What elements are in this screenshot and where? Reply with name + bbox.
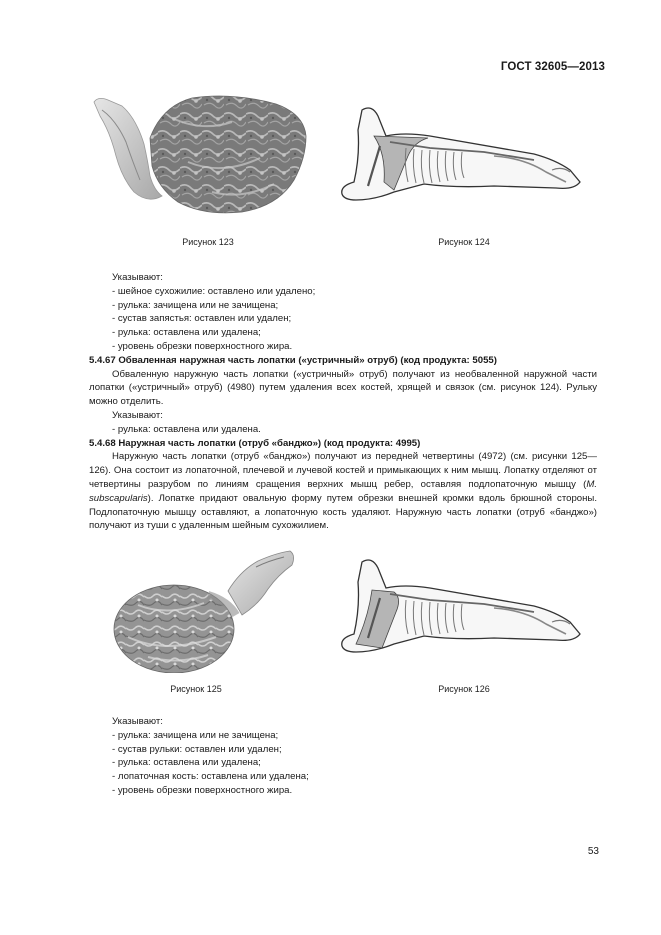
list-item: - рулька: зачищена или не зачищена; [112,729,279,741]
text-block-top [89,271,597,533]
standard-number: ГОСТ 32605—2013 [500,61,605,73]
figure-124-caption: Рисунок 124 [438,237,490,247]
list-item: - шейное сухожилие: оставлено или удалено; [112,285,316,297]
list-item: - уровень обрезки поверхностного жира. [112,340,293,352]
list-item: - лопаточная кость: оставлена или удалена; [112,771,309,783]
indications-label: Указывают: [112,272,163,283]
paragraph-text: ). Лопатке придают овальную форму путем обрезки внешней кромки вдоль брюшной стороны. Подлопаточную мышцу оставляют, а лопаточную кость удаляют. Наружную часть лопатки (отруб «банджо») получают из туши с удаленным шейным сухожилием. [89,492,597,532]
paragraph-text: Наружную часть лопатки (отруб «банджо») получают из передней четвертины (4972) (см. рисунки 125—126). Она состоит из лопаточной, плечевой и лучевой костей и примыкающих к ним мышц. Лопатку отделяют от четвертины разрубом по линиям сращения верхних мышц ребер, оставляя подлопаточную мышцу ( [89,451,597,490]
figure-125-image [108,545,298,673]
figure-124-diagram [334,96,586,208]
figure-125-caption: Рисунок 125 [170,684,222,694]
list-item: - сустав запястья: оставлен или удален; [112,313,292,325]
list-item: - рулька: оставлена или удалена; [112,757,261,769]
list-item: - рулька: зачищена или не зачищена; [112,299,279,311]
list-item: - рулька: оставлена или удалена. [112,423,261,435]
figure-123-image [92,92,322,217]
list-item: - уровень обрезки поверхностного жира. [112,784,293,796]
indications-label: Указывают: [112,716,163,727]
section-heading-5-4-67: 5.4.67 Обваленная наружная часть лопатки («устричный» отруб) (код продукта: 5055) [89,354,497,366]
list-item: - сустав рульки: оставлен или удален; [112,743,282,755]
section-heading-5-4-68: 5.4.68 Наружная часть лопатки (отруб «банджо») (код продукта: 4995) [89,437,421,449]
section-paragraph-5-4-67: Обваленную наружную часть лопатки («устричный» отруб) получают из необваленной наружной части лопатки («устричный» отруб) (4980) путем удаления всех костей, хрящей и связок (см. рисунок 124). Рульку можно отделить. [89,368,597,408]
figure-123-caption: Рисунок 123 [182,237,234,247]
text-block-bottom [89,715,597,798]
indications-label: Указывают: [112,409,163,421]
section-paragraph-5-4-68 [89,450,597,533]
latin-term: M. subscapularis [89,478,597,504]
figure-126-caption: Рисунок 126 [438,684,490,694]
figure-126-diagram [334,548,586,660]
list-item: - рулька: оставлена или удалена; [112,327,261,339]
page-number: 53 [587,846,599,857]
